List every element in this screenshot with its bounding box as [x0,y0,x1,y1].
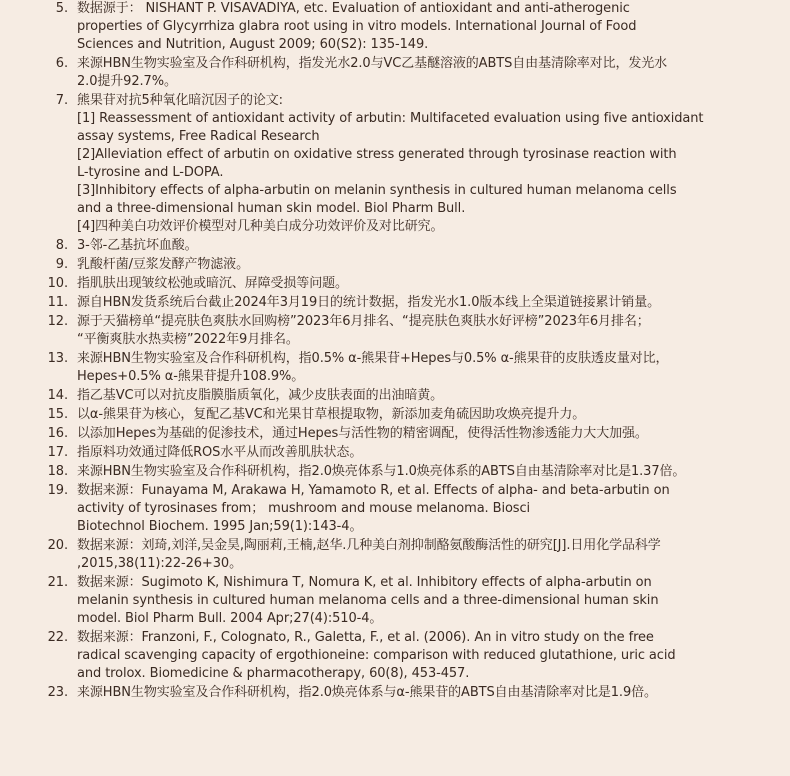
reference-text-line: 源于天猫榜单“提亮肤色爽肤水回购榜”2023年6月排名、“提亮肤色爽肤水好评榜”2023年6月排名； [77,314,650,329]
reference-number: 19. [47,483,68,498]
reference-text-line: 以α-熊果苷为核心，复配乙基VC和光果甘草根提取物，新添加麦角硫因助攻焕亮提升力。 [77,407,586,422]
reference-text-line: assay systems, Free Radical Research [77,129,320,144]
reference-text-line: 数据来源：Sugimoto K, Nishimura T, Nomura K, et al. Inhibitory effects of alpha-arbutin on [77,575,652,590]
reference-number: 13. [47,351,68,366]
reference-item [0,275,790,293]
reference-number: 10. [47,276,68,291]
reference-item [0,629,790,683]
reference-number: 22. [47,630,68,645]
reference-number: 14. [47,388,68,403]
reference-item [0,387,790,405]
reference-item [0,684,790,702]
reference-number: 11. [47,295,68,310]
reference-text-line: and trolox. Biomedicine & pharmacotherapy, 60(8), 453-457. [77,666,470,681]
reference-item [0,537,790,573]
reference-item [0,0,790,54]
reference-text-line: Biotechnol Biochem. 1995 Jan;59(1):143-4。 [77,519,363,534]
reference-text-line: melanin synthesis in cultured human melanoma cells and a three-dimensional human skin [77,593,659,608]
reference-text-line: 数据源于： NISHANT P. VISAVADIYA, etc. Evaluation of antioxidant and anti-atherogenic [77,1,630,16]
reference-text-line: model. Biol Pharm Bull. 2004 Apr;27(4):510-4。 [77,611,383,626]
reference-number: 9. [55,257,68,272]
reference-text-line: 指原料功效通过降低ROS水平从而改善肌肤状态。 [77,445,363,460]
reference-text-line: 源自HBN发货系统后台截止2024年3月19日的统计数据，指发光水1.0版本线上全渠道链接累计销量。 [77,295,660,310]
reference-text-line: [1] Reassessment of antioxidant activity of arbutin: Multifaceted evaluation using five antioxidant [77,111,704,126]
reference-text-line: activity of tyrosinases from； mushroom and mouse melanoma. Biosci [77,501,531,516]
reference-number: 23. [47,685,68,700]
reference-text-line: radical scavenging capacity of ergothioneine: comparison with reduced glutathione, uric acid [77,648,676,663]
reference-text-line: [2]Alleviation effect of arbutin on oxidative stress generated through tyrosinase reaction with [77,147,677,162]
reference-text-line: [3]Inhibitory effects of alpha-arbutin on melanin synthesis in cultured human melanoma cells [77,183,677,198]
reference-text-line: properties of Glycyrrhiza glabra root using in vitro models. International Journal of Food [77,19,637,34]
reference-item [0,294,790,312]
reference-number: 12. [47,314,68,329]
reference-text-line: 指肌肤出现皱纹松弛或暗沉、屏障受损等问题。 [77,276,348,291]
reference-text-line: 乳酸杆菌/豆浆发酵产物滤液。 [77,257,249,272]
reference-item [0,482,790,536]
reference-text-line: 3-邻-乙基抗坏血酸。 [77,238,198,253]
reference-text-line: 数据来源：Franzoni, F., Colognato, R., Galetta, F., et al. (2006). An in vitro study on the free [77,630,654,645]
reference-item [0,237,790,255]
reference-number: 8. [55,238,68,253]
reference-text-line: Sciences and Nutrition, August 2009; 60(S2): 135-149. [77,37,429,52]
reference-number: 16. [47,426,68,441]
reference-text-line: 指乙基VC可以对抗皮脂膜脂质氧化，减少皮肤表面的出油暗黄。 [77,388,444,403]
reference-text-line: 数据来源：刘琦,刘洋,吴金昊,陶丽莉,王楠,赵华.几种美白剂抑制酪氨酸酶活性的研究[J].日用化学品科学 [77,538,661,553]
reference-number: 20. [47,538,68,553]
reference-number: 7. [55,93,68,108]
reference-text-line: 来源HBN生物实验室及合作科研机构，指发光水2.0与VC乙基醚溶液的ABTS自由基清除率对比，发光水 [77,56,668,71]
reference-item [0,444,790,462]
reference-item [0,92,790,236]
reference-text-line: 来源HBN生物实验室及合作科研机构，指2.0焕亮体系与1.0焕亮体系的ABTS自由基清除率对比是1.37倍。 [77,464,686,479]
reference-text-line: 2.0提升92.7%。 [77,74,177,89]
reference-item [0,574,790,628]
reference-text-line: [4]四种美白功效评价模型对几种美白成分功效评价及对比研究。 [77,219,444,234]
reference-item [0,256,790,274]
reference-number: 15. [47,407,68,422]
reference-item [0,425,790,443]
reference-text-line: ,2015,38(11):22-26+30。 [77,556,242,571]
reference-text-line: L-tyrosine and L-DOPA. [77,165,224,180]
reference-text-line: 来源HBN生物实验室及合作科研机构，指0.5% α-熊果苷+Hepes与0.5% α-熊果苷的皮肤透皮量对比， [77,351,669,366]
reference-item [0,406,790,424]
reference-item [0,55,790,91]
reference-item [0,313,790,349]
reference-text-line: 数据来源：Funayama M, Arakawa H, Yamamoto R, et al. Effects of alpha- and beta-arbutin on [77,483,670,498]
reference-text-line: 来源HBN生物实验室及合作科研机构，指2.0焕亮体系与α-熊果苷的ABTS自由基清除率对比是1.9倍。 [77,685,657,700]
reference-number: 6. [55,56,68,71]
reference-text-line: Hepes+0.5% α-熊果苷提升108.9%。 [77,369,305,384]
reference-number: 5. [55,1,68,16]
reference-item [0,350,790,386]
reference-text-line: “平衡爽肤水热卖榜”2022年9月排名。 [77,332,299,347]
reference-number: 17. [47,445,68,460]
reference-text-line: 熊果苷对抗5种氧化暗沉因子的论文: [77,93,283,108]
reference-number: 21. [47,575,68,590]
reference-number: 18. [47,464,68,479]
reference-text-line: 以添加Hepes为基础的促渗技术，通过Hepes与活性物的精密调配，使得活性物渗透能力大大加强。 [77,426,648,441]
reference-item [0,463,790,481]
reference-text-line: and a three-dimensional human skin model. Biol Pharm Bull. [77,201,466,216]
